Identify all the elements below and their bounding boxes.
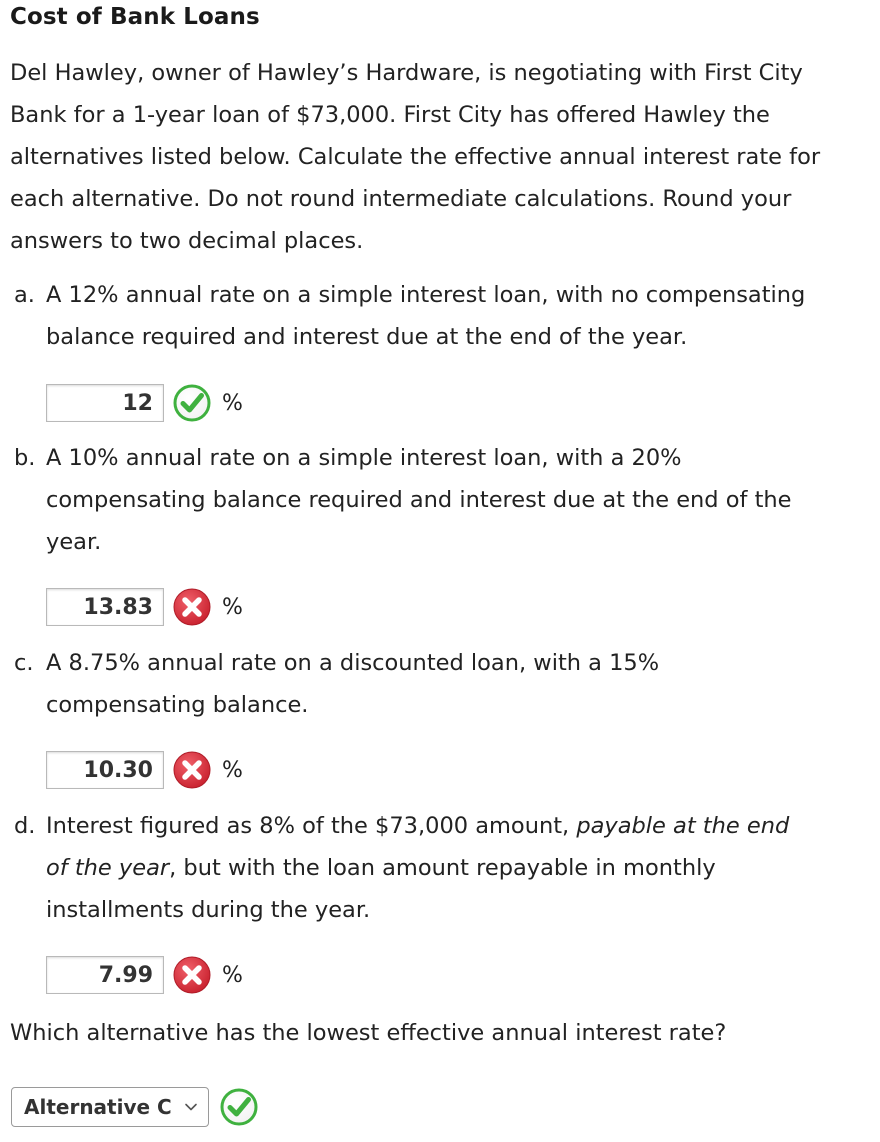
- percent-unit: %: [222, 757, 243, 783]
- alternative-select-group: [11, 1087, 259, 1127]
- percent-unit: %: [222, 594, 243, 620]
- check-icon: [172, 383, 212, 423]
- part-text: Interest figured as 8% of the $73,000 amount,: [46, 813, 577, 839]
- part-c-text: [46, 642, 874, 726]
- check-icon: [219, 1087, 259, 1127]
- answer-d-input[interactable]: [46, 956, 164, 994]
- part-line: A 12% annual rate on a simple interest loan, with no compensating: [46, 282, 806, 308]
- part-line: compensating balance.: [46, 692, 309, 718]
- problem-statement: [10, 52, 878, 262]
- part-line: installments during the year.: [46, 897, 371, 923]
- final-question: Which alternative has the lowest effective annual interest rate?: [10, 1020, 727, 1046]
- x-icon: [172, 587, 212, 627]
- part-letter: b.: [14, 445, 36, 471]
- part-a: [14, 274, 874, 358]
- answer-c-input[interactable]: [46, 751, 164, 789]
- part-text: , but with the loan amount repayable in monthly: [169, 855, 716, 881]
- page-title: Cost of Bank Loans: [10, 4, 260, 30]
- part-line: [46, 805, 874, 847]
- intro-line: Bank for a 1-year loan of $73,000. First City has offered Hawley the: [10, 102, 770, 128]
- part-letter: d.: [14, 813, 36, 839]
- x-icon: [172, 955, 212, 995]
- intro-line: each alternative. Do not round intermediate calculations. Round your: [10, 186, 792, 212]
- answer-a-input[interactable]: [46, 384, 164, 422]
- intro-line: answers to two decimal places.: [10, 228, 364, 254]
- part-letter: a.: [14, 282, 35, 308]
- part-b-text: [46, 437, 874, 563]
- part-line: year.: [46, 529, 102, 555]
- part-line: A 10% annual rate on a simple interest loan, with a 20%: [46, 445, 682, 471]
- part-b: [14, 437, 874, 563]
- part-line: [46, 847, 874, 889]
- intro-line: alternatives listed below. Calculate the effective annual interest rate for: [10, 144, 821, 170]
- alternative-select[interactable]: [11, 1087, 209, 1127]
- part-line: A 8.75% annual rate on a discounted loan, with a 15%: [46, 650, 660, 676]
- percent-unit: %: [222, 390, 243, 416]
- part-c: [14, 642, 874, 726]
- answer-b: [46, 587, 243, 627]
- answer-d: [46, 955, 243, 995]
- part-emphasis: payable at the end: [576, 813, 790, 839]
- part-letter: c.: [14, 650, 34, 676]
- part-a-text: [46, 274, 874, 358]
- answer-a: [46, 383, 243, 423]
- intro-line: Del Hawley, owner of Hawley’s Hardware, is negotiating with First City: [10, 60, 803, 86]
- chevron-down-icon: [184, 1100, 198, 1114]
- part-d: [14, 805, 874, 931]
- answer-c: [46, 750, 243, 790]
- percent-unit: %: [222, 962, 243, 988]
- part-line: compensating balance required and interest due at the end of the: [46, 487, 792, 513]
- part-emphasis: of the year: [46, 855, 170, 881]
- answer-b-input[interactable]: [46, 588, 164, 626]
- part-d-text: [46, 805, 874, 931]
- part-line: balance required and interest due at the end of the year.: [46, 324, 688, 350]
- x-icon: [172, 750, 212, 790]
- select-value: Alternative C: [24, 1095, 172, 1119]
